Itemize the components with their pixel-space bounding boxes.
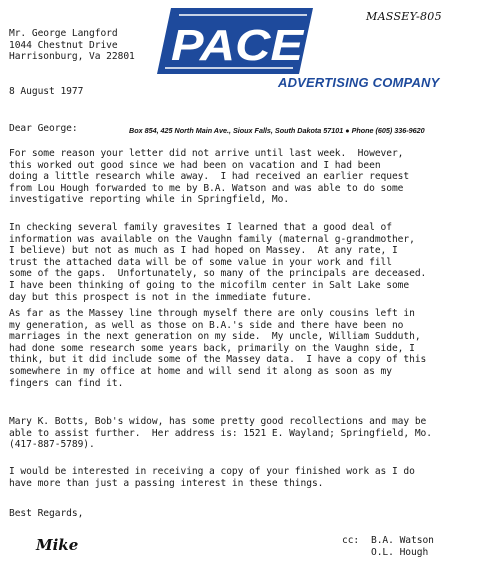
contact-line: Box 854, 425 North Main Ave., Sioux Falls, South Dakota 57101 ● Phone (605) 336-9620 [129, 126, 425, 135]
handwritten-reference-note: MASSEY-805 [366, 10, 442, 23]
cc-list [371, 535, 434, 558]
cc-name-1: B.A. Watson [371, 535, 434, 546]
letter-date: 8 August 1977 [9, 86, 84, 97]
paragraph-3: As far as the Massey line through myself there are only cousins left in my generation, as well as those on B.A.'s side and there have been no marriages in the next generation on my side. My uncle, William Sudduth, had done some research some years back, primarily on the Vaughn side, I think, but it did include some of the Massey data. I have a copy of this somewhere in my office at home and will send it along as soon as my fingers can find it. [9, 308, 427, 389]
recipient-street: 1044 Chestnut Drive [9, 39, 118, 51]
recipient-address [9, 28, 135, 63]
recipient-city: Harrisonburg, Va 22801 [9, 51, 135, 63]
salutation: Dear George: [9, 123, 78, 134]
paragraph-4: Mary K. Botts, Bob's widow, has some pretty good recollections and may be able to assist further. Her address is: 1521 E. Wayland; Springfield, Mo. (417-887-5789). [9, 416, 432, 451]
cc-label: cc: [342, 535, 360, 546]
signature: Mike [36, 536, 79, 554]
closing: Best Regards, [9, 508, 84, 519]
company-name: ADVERTISING COMPANY [278, 75, 440, 90]
recipient-name: Mr. George Langford [9, 28, 118, 39]
cc-name-2: O.L. Hough [371, 546, 429, 558]
paragraph-5: I would be interested in receiving a copy of your finished work as I do have more than just a passing interest in these things. [9, 466, 415, 489]
pace-logo [157, 8, 313, 74]
paragraph-1: For some reason your letter did not arrive until last week. However, this worked out good since we had been on vacation and I had been doing a little research while away. I had received an earlier request from Lou Hough forwarded to me by B.A. Watson and was able to do some investigative reporting while in Springfield, Mo. [9, 148, 410, 206]
paragraph-2: In checking several family gravesites I learned that a good deal of information was available on the Vaughn family (maternal g-grandmother, I believe) but not as much as I had hoped on Massey. At any rate, I trust the attached data will be of some value in your work and fill some of the gaps. Unfortunately, so many of the principals are deceased. I have been thinking of going to the micofilm center in Salt Lake some day but this prospect is not in the immediate future. [9, 222, 427, 303]
logo-text: PACE [171, 21, 305, 70]
